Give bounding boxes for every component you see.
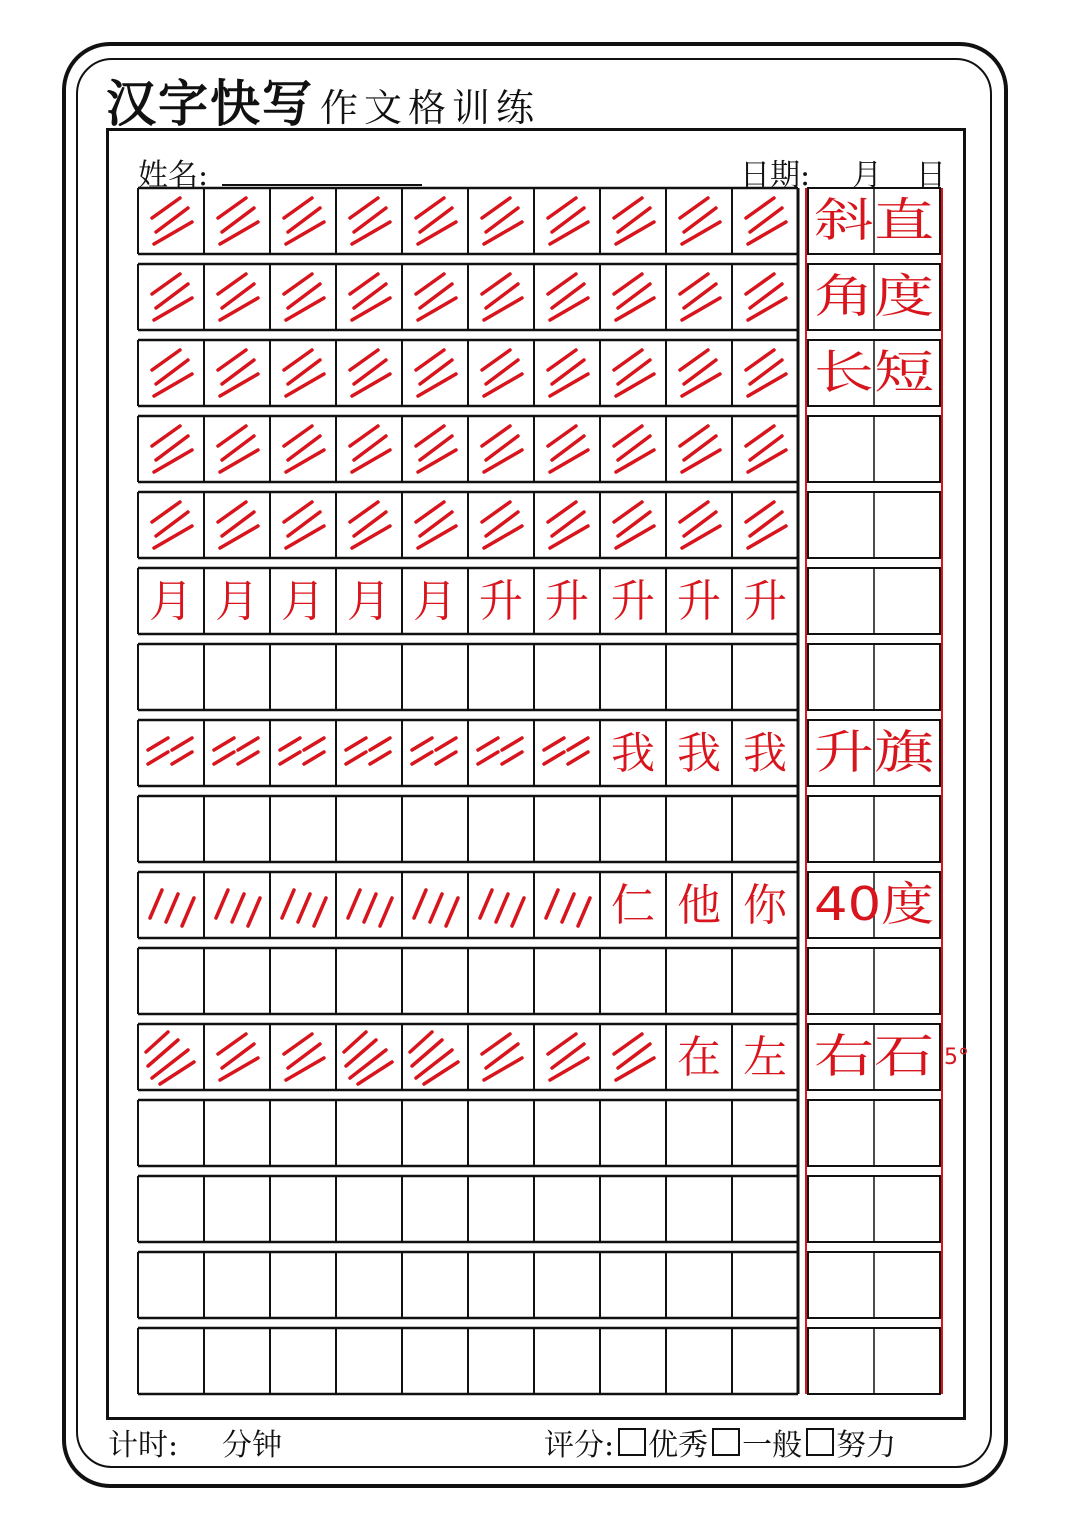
- practice-stroke: [154, 526, 192, 548]
- practice-stroke: [344, 1032, 366, 1052]
- practice-stroke: [148, 738, 168, 750]
- practice-stroke: [682, 374, 720, 396]
- practice-stroke: [416, 1050, 452, 1078]
- practice-stroke: [232, 894, 244, 922]
- rating-label: 评分:: [544, 1428, 615, 1463]
- practice-stroke: [348, 890, 360, 918]
- minutes-label: 分钟: [222, 1428, 282, 1463]
- practice-stroke: [478, 752, 498, 764]
- practice-stroke: [616, 1058, 654, 1080]
- practice-stroke: [238, 738, 258, 750]
- practice-stroke: [436, 738, 456, 750]
- practice-stroke: [410, 1032, 432, 1052]
- practice-character: 升: [545, 576, 589, 627]
- practice-stroke: [154, 374, 192, 396]
- practice-stroke: [748, 374, 786, 396]
- practice-stroke: [550, 374, 588, 396]
- practice-character: 月: [149, 576, 193, 627]
- practice-stroke: [480, 890, 492, 918]
- practice-stroke: [484, 222, 522, 244]
- practice-stroke: [248, 898, 260, 926]
- practice-stroke: [214, 738, 234, 750]
- practice-character: 月: [215, 576, 259, 627]
- practice-character: 我: [677, 728, 721, 779]
- practice-stroke: [154, 298, 192, 320]
- practice-stroke: [364, 894, 376, 922]
- practice-stroke: [550, 450, 588, 472]
- practice-stroke: [352, 222, 390, 244]
- practice-stroke: [478, 738, 498, 750]
- practice-stroke: [280, 752, 300, 764]
- practice-stroke: [182, 898, 194, 926]
- practice-stroke: [160, 1062, 194, 1084]
- practice-character: 升: [479, 576, 523, 627]
- practice-stroke: [550, 1058, 588, 1080]
- practice-stroke: [146, 1032, 168, 1052]
- practice-stroke: [484, 1058, 522, 1080]
- practice-stroke: [748, 298, 786, 320]
- practice-stroke: [682, 450, 720, 472]
- practice-stroke: [148, 752, 168, 764]
- date-label: 日期:: [740, 158, 811, 193]
- practice-stroke: [484, 374, 522, 396]
- practice-stroke: [544, 738, 564, 750]
- practice-stroke: [412, 752, 432, 764]
- practice-stroke: [358, 1062, 392, 1084]
- practice-stroke: [380, 898, 392, 926]
- practice-stroke: [544, 752, 564, 764]
- practice-stroke: [238, 752, 258, 764]
- practice-stroke: [166, 894, 178, 922]
- practice-character: 他: [677, 880, 721, 931]
- date-day-label: 日: [916, 158, 946, 193]
- practice-stroke: [484, 450, 522, 472]
- practice-stroke: [220, 374, 258, 396]
- practice-character: 我: [611, 728, 655, 779]
- practice-stroke: [286, 222, 324, 244]
- practice-character: 月: [281, 576, 325, 627]
- practice-stroke: [418, 298, 456, 320]
- practice-stroke: [172, 738, 192, 750]
- practice-stroke: [214, 752, 234, 764]
- practice-stroke: [220, 298, 258, 320]
- practice-stroke: [352, 450, 390, 472]
- practice-stroke: [512, 898, 524, 926]
- practice-stroke: [412, 738, 432, 750]
- practice-character: 升: [677, 576, 721, 627]
- practice-stroke: [154, 222, 192, 244]
- practice-character: 我: [743, 728, 787, 779]
- practice-character: 升: [743, 576, 787, 627]
- practice-stroke: [220, 526, 258, 548]
- practice-stroke: [682, 526, 720, 548]
- timer-label: 计时:: [108, 1428, 179, 1463]
- practice-stroke: [352, 298, 390, 320]
- practice-stroke: [304, 752, 324, 764]
- rating-option-effort: 努力: [836, 1428, 897, 1463]
- name-label: 姓名:: [138, 158, 209, 193]
- practice-stroke: [484, 526, 522, 548]
- practice-stroke: [550, 222, 588, 244]
- practice-stroke: [352, 374, 390, 396]
- practice-stroke: [346, 738, 366, 750]
- rating-checkbox-excellent[interactable]: [618, 1428, 646, 1456]
- practice-character: 左: [743, 1032, 787, 1083]
- practice-stroke: [418, 450, 456, 472]
- practice-stroke: [748, 450, 786, 472]
- side-practice-word: 角度: [814, 269, 934, 323]
- practice-stroke: [152, 1050, 188, 1078]
- rating-option-excellent: 优秀: [648, 1428, 709, 1463]
- practice-stroke: [280, 738, 300, 750]
- practice-stroke: [282, 890, 294, 918]
- practice-stroke: [484, 298, 522, 320]
- rating-checkbox-effort[interactable]: [806, 1428, 834, 1456]
- practice-stroke: [150, 890, 162, 918]
- practice-stroke: [220, 222, 258, 244]
- practice-stroke: [748, 222, 786, 244]
- practice-stroke: [748, 526, 786, 548]
- date-month-label: 月: [852, 158, 882, 193]
- practice-character: 仁: [611, 880, 655, 931]
- side-annotation: 5°: [944, 1045, 969, 1070]
- practice-stroke: [286, 298, 324, 320]
- practice-stroke: [418, 374, 456, 396]
- practice-stroke: [286, 450, 324, 472]
- practice-stroke: [350, 1050, 386, 1078]
- practice-stroke: [682, 298, 720, 320]
- practice-stroke: [616, 374, 654, 396]
- practice-stroke: [220, 450, 258, 472]
- practice-stroke: [370, 752, 390, 764]
- practice-stroke: [616, 222, 654, 244]
- practice-stroke: [346, 752, 366, 764]
- practice-stroke: [424, 1062, 458, 1084]
- practice-stroke: [568, 752, 588, 764]
- practice-stroke: [370, 738, 390, 750]
- practice-character: 升: [611, 576, 655, 627]
- practice-character: 在: [677, 1032, 721, 1083]
- practice-stroke: [568, 738, 588, 750]
- practice-character: 月: [413, 576, 457, 627]
- practice-stroke: [550, 526, 588, 548]
- side-practice-word: 升旗: [814, 725, 934, 779]
- practice-stroke: [682, 222, 720, 244]
- practice-stroke: [616, 298, 654, 320]
- practice-character: 月: [347, 576, 391, 627]
- practice-stroke: [298, 894, 310, 922]
- practice-stroke: [436, 752, 456, 764]
- practice-stroke: [446, 898, 458, 926]
- rating-section: [544, 1420, 896, 1464]
- rating-option-average: 一般: [742, 1428, 803, 1463]
- practice-stroke: [216, 890, 228, 918]
- practice-stroke: [352, 526, 390, 548]
- practice-stroke: [414, 890, 426, 918]
- title-sub: 作文格训练: [320, 86, 541, 130]
- side-practice-word: 右石: [814, 1029, 934, 1083]
- practice-stroke: [616, 450, 654, 472]
- practice-stroke: [154, 450, 192, 472]
- practice-stroke: [502, 738, 522, 750]
- practice-stroke: [578, 898, 590, 926]
- side-practice-word: 长短: [814, 345, 934, 399]
- practice-stroke: [418, 526, 456, 548]
- practice-stroke: [172, 752, 192, 764]
- practice-stroke: [550, 298, 588, 320]
- practice-stroke: [616, 526, 654, 548]
- practice-stroke: [286, 1058, 324, 1080]
- practice-stroke: [562, 894, 574, 922]
- practice-stroke: [496, 894, 508, 922]
- practice-stroke: [502, 752, 522, 764]
- practice-stroke: [418, 222, 456, 244]
- side-practice-word: 斜直: [814, 193, 934, 247]
- practice-stroke: [304, 738, 324, 750]
- title-main: 汉字快写: [106, 75, 314, 133]
- practice-stroke: [314, 898, 326, 926]
- practice-stroke: [220, 1058, 258, 1080]
- practice-character: 你: [743, 880, 787, 931]
- practice-stroke: [286, 526, 324, 548]
- practice-stroke: [546, 890, 558, 918]
- rating-checkbox-average[interactable]: [712, 1428, 740, 1456]
- side-practice-word: 40度: [814, 877, 934, 931]
- practice-stroke: [430, 894, 442, 922]
- practice-stroke: [286, 374, 324, 396]
